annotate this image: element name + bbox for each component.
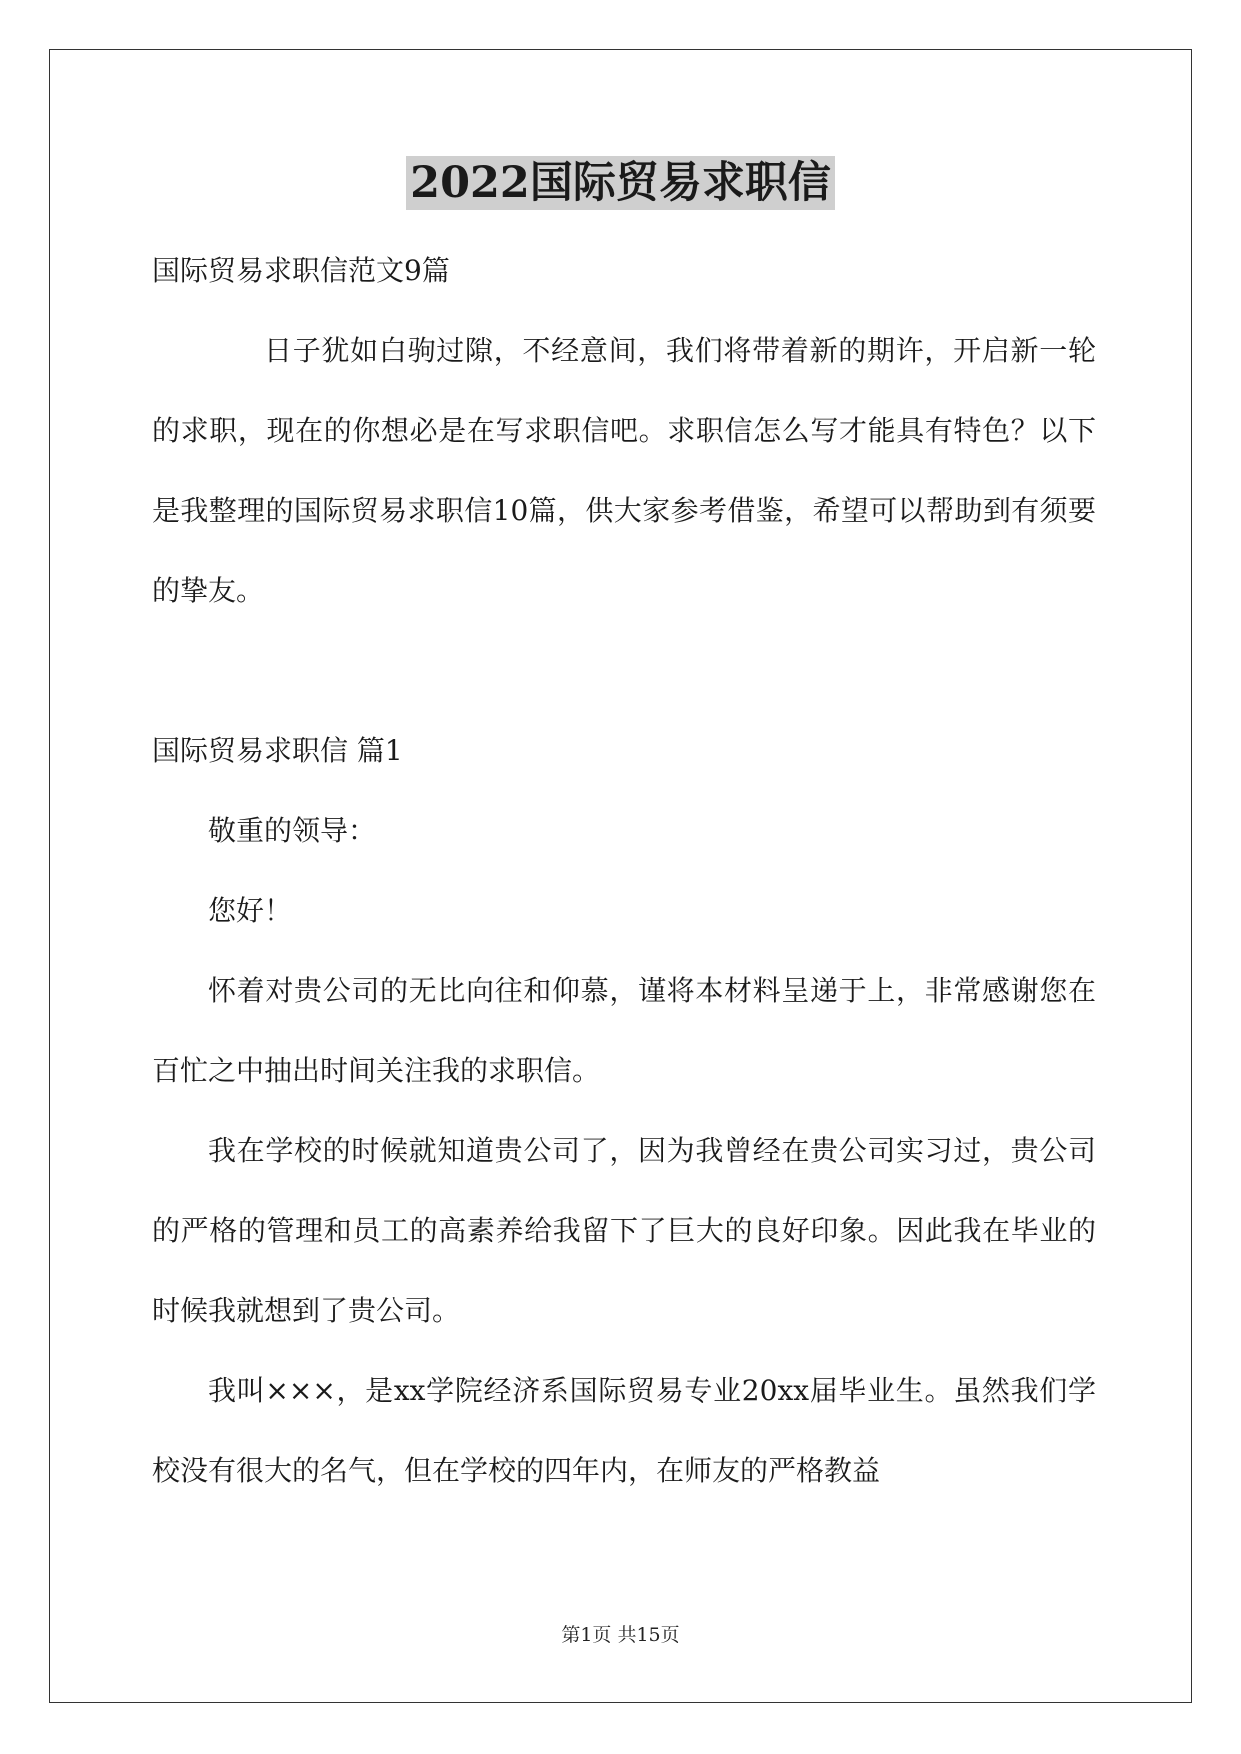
body-paragraph: 怀着对贵公司的无比向往和仰慕，谨将本材料呈递于上，非常感谢您在百忙之中抽出时间关注我的求职信。 <box>152 974 1096 1087</box>
page-footer: 第1页 共15页 <box>561 1624 680 1646</box>
document-title <box>0 155 1241 211</box>
body-paragraph: 我在学校的时候就知道贵公司了，因为我曾经在贵公司实习过，贵公司的严格的管理和员工的高素养给我留下了巨大的良好印象。因此我在毕业的时候我就想到了贵公司。 <box>152 1134 1096 1327</box>
document-body <box>152 231 1096 1511</box>
greeting: 敬重的领导： <box>208 814 377 847</box>
document-subtitle: 国际贸易求职信范文9篇 <box>152 254 450 287</box>
blank-line <box>152 631 1096 711</box>
body-paragraph: 我叫×××，是xx学院经济系国际贸易专业20xx届毕业生。虽然我们学校没有很大的名气，但在学校的四年内，在师友的严格教益 <box>152 1374 1096 1487</box>
intro-paragraph: 日子犹如白驹过隙，不经意间，我们将带着新的期许，开启新一轮的求职，现在的你想必是在写求职信吧。求职信怎么写才能具有特色？以下是我整理的国际贸易求职信10篇，供大家参考借鉴，希望可以帮助到有须要的挚友。 <box>152 334 1096 607</box>
document-title-text: 2022国际贸易求职信 <box>406 156 835 210</box>
salutation: 您好！ <box>208 894 293 927</box>
section-heading: 国际贸易求职信 篇1 <box>152 734 403 767</box>
